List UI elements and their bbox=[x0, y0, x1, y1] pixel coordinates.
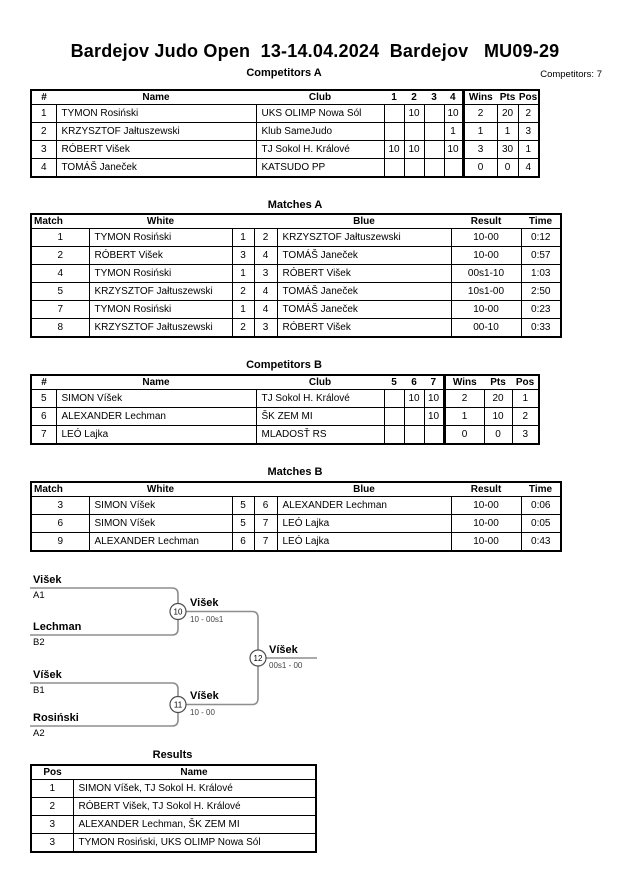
column-header: 3 bbox=[424, 90, 444, 105]
bracket-entry-name: Rosiński bbox=[33, 712, 79, 724]
column-header: 2 bbox=[404, 90, 424, 105]
cell bbox=[424, 159, 444, 178]
column-header: Pos bbox=[512, 375, 539, 390]
cell: TYMON Rosiński bbox=[56, 105, 256, 123]
table-row bbox=[31, 123, 539, 141]
cell bbox=[444, 159, 463, 178]
cell: 00-10 bbox=[451, 319, 521, 338]
table-row bbox=[31, 515, 561, 533]
column-header: Club bbox=[256, 375, 384, 390]
cell bbox=[404, 426, 424, 445]
cell bbox=[384, 123, 404, 141]
cell: 2:50 bbox=[521, 283, 561, 301]
cell: 5 bbox=[31, 390, 56, 408]
cell: 10 bbox=[424, 408, 444, 426]
table-row bbox=[31, 159, 539, 178]
cell: 10 bbox=[444, 105, 463, 123]
cell bbox=[384, 159, 404, 178]
column-header: White bbox=[89, 214, 232, 229]
cell: 2 bbox=[254, 229, 277, 247]
results-table bbox=[30, 764, 317, 853]
cell: 10-00 bbox=[451, 229, 521, 247]
column-header: Match bbox=[31, 214, 89, 229]
cell: 5 bbox=[232, 497, 254, 515]
column-header: 1 bbox=[384, 90, 404, 105]
cell: 0:43 bbox=[521, 533, 561, 552]
column-header: Time bbox=[521, 214, 561, 229]
column-header: Pts bbox=[484, 375, 512, 390]
cell: 1 bbox=[232, 229, 254, 247]
cell: TOMÁŠ Janeček bbox=[277, 247, 451, 265]
cell: 30 bbox=[497, 141, 518, 159]
cell: 2 bbox=[31, 798, 73, 816]
cell: 2 bbox=[232, 319, 254, 338]
table-row bbox=[31, 229, 561, 247]
cell: SIMON Víšek bbox=[89, 515, 232, 533]
cell: 0 bbox=[497, 159, 518, 178]
column-header: Match bbox=[31, 482, 89, 497]
cell: 10s1-00 bbox=[451, 283, 521, 301]
cell: TOMÁŠ Janeček bbox=[56, 159, 256, 178]
table-row bbox=[31, 408, 539, 426]
cell: 1 bbox=[31, 105, 56, 123]
table-row bbox=[31, 247, 561, 265]
header-row bbox=[31, 214, 561, 229]
cell: SIMON Víšek bbox=[56, 390, 256, 408]
cell: 6 bbox=[254, 497, 277, 515]
cell: TYMON Rosiński bbox=[89, 265, 232, 283]
cell: ALEXANDER Lechman, ŠK ZEM MI bbox=[73, 816, 316, 834]
column-header: Blue bbox=[277, 214, 451, 229]
cell: 3 bbox=[31, 141, 56, 159]
cell bbox=[424, 105, 444, 123]
cell: 10-00 bbox=[451, 497, 521, 515]
competitors-b-table bbox=[30, 374, 540, 445]
cell: 7 bbox=[31, 301, 89, 319]
table-row bbox=[31, 834, 316, 853]
header-row bbox=[31, 482, 561, 497]
cell: 4 bbox=[518, 159, 539, 178]
cell: Klub SameJudo bbox=[256, 123, 384, 141]
cell bbox=[404, 159, 424, 178]
cell: TYMON Rosiński, UKS OLIMP Nowa Sól bbox=[73, 834, 316, 853]
column-header: Result bbox=[451, 482, 521, 497]
column-header: White bbox=[89, 482, 232, 497]
cell: TYMON Rosiński bbox=[89, 229, 232, 247]
cell: RÓBERT Višek bbox=[277, 265, 451, 283]
table-row bbox=[31, 816, 316, 834]
cell bbox=[384, 390, 404, 408]
bracket-entry-name: Lechman bbox=[33, 621, 82, 633]
section-title-results: Results bbox=[152, 749, 193, 761]
bracket-winner-name: Víšek bbox=[269, 644, 298, 656]
cell: 10 bbox=[404, 390, 424, 408]
cell: 10 bbox=[404, 141, 424, 159]
cell: 10-00 bbox=[451, 515, 521, 533]
cell: 5 bbox=[232, 515, 254, 533]
column-header: Pts bbox=[497, 90, 518, 105]
cell: MLADOSŤ RS bbox=[256, 426, 384, 445]
table-row bbox=[31, 141, 539, 159]
match-number: 11 bbox=[173, 700, 183, 710]
column-header: Name bbox=[73, 765, 316, 780]
cell: 10 bbox=[404, 105, 424, 123]
cell: UKS OLIMP Nowa Sól bbox=[256, 105, 384, 123]
column-header: Club bbox=[256, 90, 384, 105]
cell: 0 bbox=[463, 159, 497, 178]
cell: SIMON Víšek bbox=[89, 497, 232, 515]
cell: 3 bbox=[232, 247, 254, 265]
cell: 2 bbox=[463, 105, 497, 123]
cell: 10-00 bbox=[451, 247, 521, 265]
match-number: 12 bbox=[253, 654, 263, 663]
column-header: Time bbox=[521, 482, 561, 497]
cell: 7 bbox=[254, 515, 277, 533]
cell: 4 bbox=[31, 159, 56, 178]
table-row bbox=[31, 265, 561, 283]
column-header bbox=[254, 214, 277, 229]
cell: 0:57 bbox=[521, 247, 561, 265]
table-row bbox=[31, 390, 539, 408]
cell: 1:03 bbox=[521, 265, 561, 283]
cell: 0:33 bbox=[521, 319, 561, 338]
column-header: Result bbox=[451, 214, 521, 229]
cell: 1 bbox=[463, 123, 497, 141]
column-header: 5 bbox=[384, 375, 404, 390]
bracket-entry-seed: A2 bbox=[33, 728, 45, 739]
cell: 3 bbox=[518, 123, 539, 141]
cell: RÓBERT Višek, TJ Sokol H. Králové bbox=[73, 798, 316, 816]
table-row bbox=[31, 780, 316, 798]
section-title-competitors-b: Competitors B bbox=[246, 359, 322, 371]
cell: 3 bbox=[254, 319, 277, 338]
cell: 10 bbox=[384, 141, 404, 159]
column-header bbox=[232, 482, 254, 497]
cell: ALEXANDER Lechman bbox=[277, 497, 451, 515]
cell: KRZYSZTOF Jałtuszewski bbox=[89, 283, 232, 301]
cell: 1 bbox=[31, 229, 89, 247]
table-row bbox=[31, 301, 561, 319]
cell: 1 bbox=[31, 780, 73, 798]
cell: 0:12 bbox=[521, 229, 561, 247]
competitors-a-table bbox=[30, 89, 540, 178]
cell: 20 bbox=[497, 105, 518, 123]
column-header: Blue bbox=[277, 482, 451, 497]
column-header: # bbox=[31, 90, 56, 105]
match-number: 10 bbox=[173, 607, 183, 617]
header-row bbox=[31, 765, 316, 780]
column-header: Wins bbox=[463, 90, 497, 105]
cell bbox=[424, 141, 444, 159]
table-row bbox=[31, 319, 561, 338]
page-title: Bardejov Judo Open 13-14.04.2024 Bardejov MU09-29 bbox=[70, 41, 560, 61]
cell: 0:06 bbox=[521, 497, 561, 515]
bracket-match-score: 10 - 00s1 bbox=[190, 615, 224, 624]
cell: 10 bbox=[444, 141, 463, 159]
cell: 4 bbox=[254, 247, 277, 265]
section-title-matches-b: Matches B bbox=[267, 466, 323, 478]
cell: TOMÁŠ Janeček bbox=[277, 301, 451, 319]
table-row bbox=[31, 533, 561, 552]
cell: 1 bbox=[232, 301, 254, 319]
table-row bbox=[31, 283, 561, 301]
cell: 3 bbox=[31, 816, 73, 834]
cell: 0:05 bbox=[521, 515, 561, 533]
finals-bracket bbox=[0, 560, 630, 760]
table-row bbox=[31, 798, 316, 816]
cell: 6 bbox=[31, 515, 89, 533]
cell: RÓBERT Višek bbox=[277, 319, 451, 338]
cell: TJ Sokol H. Králové bbox=[256, 141, 384, 159]
cell: RÓBERT Višek bbox=[89, 247, 232, 265]
cell: TJ Sokol H. Králové bbox=[256, 390, 384, 408]
cell: 20 bbox=[484, 390, 512, 408]
cell: 10 bbox=[484, 408, 512, 426]
section-title-matches-a: Matches A bbox=[267, 199, 323, 211]
bracket-match-score: 10 - 00 bbox=[190, 708, 215, 717]
cell: 1 bbox=[497, 123, 518, 141]
cell: LEÓ Lajka bbox=[277, 533, 451, 552]
cell: 1 bbox=[444, 408, 484, 426]
column-header: 4 bbox=[444, 90, 463, 105]
cell: 0 bbox=[484, 426, 512, 445]
cell: 3 bbox=[31, 497, 89, 515]
competitors-count: Competitors: 7 bbox=[540, 69, 602, 80]
cell bbox=[384, 408, 404, 426]
cell bbox=[384, 105, 404, 123]
cell: 2 bbox=[31, 247, 89, 265]
bracket-match-score: 00s1 - 00 bbox=[269, 661, 303, 670]
column-header: Name bbox=[56, 90, 256, 105]
cell: RÓBERT Višek bbox=[56, 141, 256, 159]
cell: 3 bbox=[463, 141, 497, 159]
cell bbox=[404, 123, 424, 141]
cell: 3 bbox=[512, 426, 539, 445]
column-header: # bbox=[31, 375, 56, 390]
header-row bbox=[31, 90, 539, 105]
matches-b-table bbox=[30, 481, 562, 552]
table-row bbox=[31, 105, 539, 123]
cell: LEÓ Lajka bbox=[277, 515, 451, 533]
section-title-competitors-a: Competitors A bbox=[246, 67, 322, 79]
cell: 4 bbox=[254, 283, 277, 301]
cell: 3 bbox=[254, 265, 277, 283]
cell bbox=[404, 408, 424, 426]
bracket-entry-seed: B1 bbox=[33, 685, 45, 696]
cell: 0:23 bbox=[521, 301, 561, 319]
cell: SIMON Víšek, TJ Sokol H. Králové bbox=[73, 780, 316, 798]
column-header: Pos bbox=[31, 765, 73, 780]
cell: 1 bbox=[518, 141, 539, 159]
cell: 6 bbox=[232, 533, 254, 552]
column-header bbox=[254, 482, 277, 497]
bracket-entry-name: Višek bbox=[33, 574, 62, 586]
cell: LEÓ Lajka bbox=[56, 426, 256, 445]
matches-a-table bbox=[30, 213, 562, 338]
cell: TYMON Rosiński bbox=[89, 301, 232, 319]
cell: 3 bbox=[31, 834, 73, 853]
cell: 2 bbox=[512, 408, 539, 426]
column-header: Wins bbox=[444, 375, 484, 390]
header-row bbox=[31, 375, 539, 390]
column-header: Pos bbox=[518, 92, 538, 103]
cell: 8 bbox=[31, 319, 89, 338]
cell bbox=[424, 123, 444, 141]
cell: 4 bbox=[254, 301, 277, 319]
cell: KRZYSZTOF Jałtuszewski bbox=[56, 123, 256, 141]
cell: 7 bbox=[254, 533, 277, 552]
cell: ŠK ZEM MI bbox=[256, 408, 384, 426]
table-row bbox=[31, 426, 539, 445]
cell: 2 bbox=[518, 105, 539, 123]
cell: 7 bbox=[31, 426, 56, 445]
cell: 6 bbox=[31, 408, 56, 426]
cell: ALEXANDER Lechman bbox=[89, 533, 232, 552]
cell: TOMÁŠ Janeček bbox=[277, 283, 451, 301]
cell: 4 bbox=[31, 265, 89, 283]
cell: 9 bbox=[31, 533, 89, 552]
cell: 2 bbox=[232, 283, 254, 301]
cell: 10-00 bbox=[451, 301, 521, 319]
cell: KRZYSZTOF Jałtuszewski bbox=[277, 229, 451, 247]
cell bbox=[384, 426, 404, 445]
cell: 1 bbox=[232, 265, 254, 283]
bracket-diagram bbox=[0, 560, 630, 760]
cell bbox=[424, 426, 444, 445]
cell: KATSUDO PP bbox=[256, 159, 384, 178]
cell: 10 bbox=[424, 390, 444, 408]
cell: 1 bbox=[444, 123, 463, 141]
cell: 00s1-10 bbox=[451, 265, 521, 283]
cell: 5 bbox=[31, 283, 89, 301]
cell: 2 bbox=[31, 123, 56, 141]
table-row bbox=[31, 497, 561, 515]
bracket-entry-seed: A1 bbox=[33, 590, 45, 601]
column-header: 6 bbox=[404, 375, 424, 390]
cell: ALEXANDER Lechman bbox=[56, 408, 256, 426]
bracket-winner-name: Višek bbox=[190, 597, 219, 609]
column-header: Name bbox=[56, 375, 256, 390]
cell: 10-00 bbox=[451, 533, 521, 552]
cell: 1 bbox=[512, 390, 539, 408]
column-header: 7 bbox=[424, 375, 444, 390]
cell: 2 bbox=[444, 390, 484, 408]
cell: 0 bbox=[444, 426, 484, 445]
bracket-entry-seed: B2 bbox=[33, 637, 45, 648]
column-header bbox=[232, 214, 254, 229]
cell: KRZYSZTOF Jałtuszewski bbox=[89, 319, 232, 338]
bracket-entry-name: Víšek bbox=[33, 669, 62, 681]
bracket-winner-name: Víšek bbox=[190, 690, 219, 702]
